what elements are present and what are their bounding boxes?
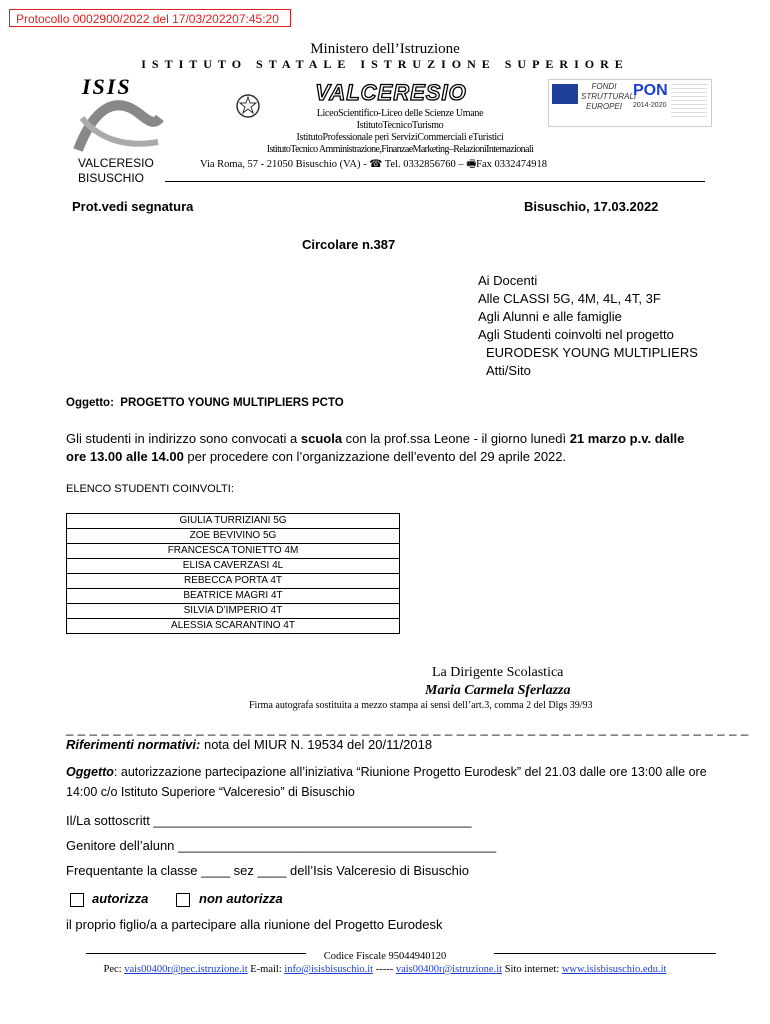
form-class: Frequentante la classe ____ sez ____ dell’Isis Valceresio di Bisuschio [66,863,469,878]
student-name: ZOE BEVIVINO 5G [67,529,400,544]
republic-emblem-icon [235,93,261,119]
student-name: GIULIA TURRIZIANI 5G [67,514,400,529]
pec-link[interactable]: vais00400r@pec.istruzione.it [124,964,248,975]
signature-note: Firma autografa sostituita a mezzo stampa ai sensi dell’art.3, comma 2 del Dlgs 39/93 [249,700,593,711]
recipient-6: Atti/Sito [486,363,531,378]
institute-title: ISTITUTO STATALE ISTRUZIONE SUPERIORE [141,57,629,71]
mail2-link[interactable]: vais00400r@istruzione.it [395,964,503,975]
form-child-participation: il proprio figlio/a a partecipare alla riunione del Progetto Eurodesk [66,917,443,932]
cut-line: _ _ _ _ _ _ _ _ _ _ _ _ _ _ _ _ _ _ _ _ _ _ _ _ _ _ _ _ _ _ _ _ _ _ _ _ _ _ _ _ _ _ _ _ _ _ _ _ _ _ _ _ _ _ _ _ _ _ [66,721,749,736]
students-table [66,513,400,634]
student-row [67,604,400,619]
footer-contacts: Pec: vais00400r@pec.istruzione.it E-mail: info@isisbisuschio.it ----- vais00400r@istruzione.it Sito internet: www.isisbisuschio.edu.it [103,964,667,975]
student-row [67,619,400,634]
student-row [67,544,400,559]
students-list-title: ELENCO STUDENTI COINVOLTI: [66,483,234,495]
header-divider [165,181,705,182]
header-line-4: IstitutoTecnico Amministrazione,FinanzaeMarketing–RelazioniInternazionali [266,144,534,155]
body-paragraph: Gli studenti in indirizzo sono convocati a scuola con la prof.ssa Leone - il giorno lunedì 21 marzo p.v. dalle ore 13.00 alle 14.00 per procedere con l’organizzazione dell’evento del 29 aprile 2022. [66,431,685,464]
circolare-number: Circolare n.387 [302,237,396,252]
recipient-1: Ai Docenti [478,273,538,288]
eu-flag-icon [552,84,578,104]
header-line-1: LiceoScientifico-Liceo delle Scienze Umane [316,108,484,119]
header-address: Via Roma, 57 - 21050 Bisuschio (VA) - ☎ Tel. 0332856760 – 🖷Fax 0332474918 [200,159,548,170]
prot-reference: Prot.vedi segnatura [72,199,194,214]
form-undersigned: Il/La sottoscritt ____________________________________________ [66,813,472,828]
place-date: Bisuschio, 17.03.2022 [524,199,659,214]
student-name: ELISA CAVERZASI 4L [67,559,400,574]
signature-name: Maria Carmela Sferlazza [425,683,571,698]
student-name: BEATRICE MAGRI 4T [67,589,400,604]
footer-tax-code: Codice Fiscale 95044940120 [323,951,447,962]
not-authorize-label: non autorizza [199,891,283,906]
protocol-stamp: Protocollo 0002900/2022 del 17/03/202207:45:20 [9,9,291,27]
signature-role: La Dirigente Scolastica [432,665,564,680]
eu-funds-banner: FONDI STRUTTURALI EUROPEI PON 2014-2020 [548,79,712,127]
student-row [67,529,400,544]
email-link[interactable]: info@isisbisuschio.it [284,964,374,975]
valceresio-logo: VALCERESIO [305,80,477,104]
recipient-4: Agli Studenti coinvolti nel progetto [478,327,674,342]
isis-logo: ISIS VALCERESIO BISUSCHIO [70,74,170,186]
header-line-3: IstitutoProfessionale peri ServiziCommerciali eTuristici [296,132,504,143]
recipient-2: Alle CLASSI 5G, 4M, 4L, 4T, 3F [478,291,661,306]
student-name: ALESSIA SCARANTINO 4T [67,619,400,634]
header-line-2: IstitutoTecnicoTurismo [356,120,444,131]
authorize-checkbox[interactable] [70,893,84,907]
subject-line: Oggetto: PROGETTO YOUNG MULTIPLIERS PCTO [66,397,344,409]
student-name: REBECCA PORTA 4T [67,574,400,589]
recipient-5: EURODESK YOUNG MULTIPLIERS [486,345,698,360]
recipient-3: Agli Alunni e alle famiglie [478,309,622,324]
student-row [67,574,400,589]
authorize-label: autorizza [92,891,149,906]
student-row [67,514,400,529]
student-name: FRANCESCA TONIETTO 4M [67,544,400,559]
student-name: SILVIA D’IMPERIO 4T [67,604,400,619]
authorization-subject: Oggetto: autorizzazione partecipazione all’iniziativa “Riunione Progetto Eurodesk” del 21.03 dalle ore 13:00 alle ore 14:00 c/o Istituto Superiore “Valceresio” di Bisuschio [66,765,707,799]
not-authorize-checkbox[interactable] [176,893,190,907]
website-link[interactable]: www.isisbisuschio.edu.it [561,964,667,975]
student-row [67,589,400,604]
normative-references: Riferimenti normativi: nota del MIUR N. 19534 del 20/11/2018 [66,737,433,752]
ministry-title: Ministero dell’Istruzione [310,41,460,57]
student-row [67,559,400,574]
form-parent: Genitore dell’alunn ____________________________________________ [66,838,497,853]
